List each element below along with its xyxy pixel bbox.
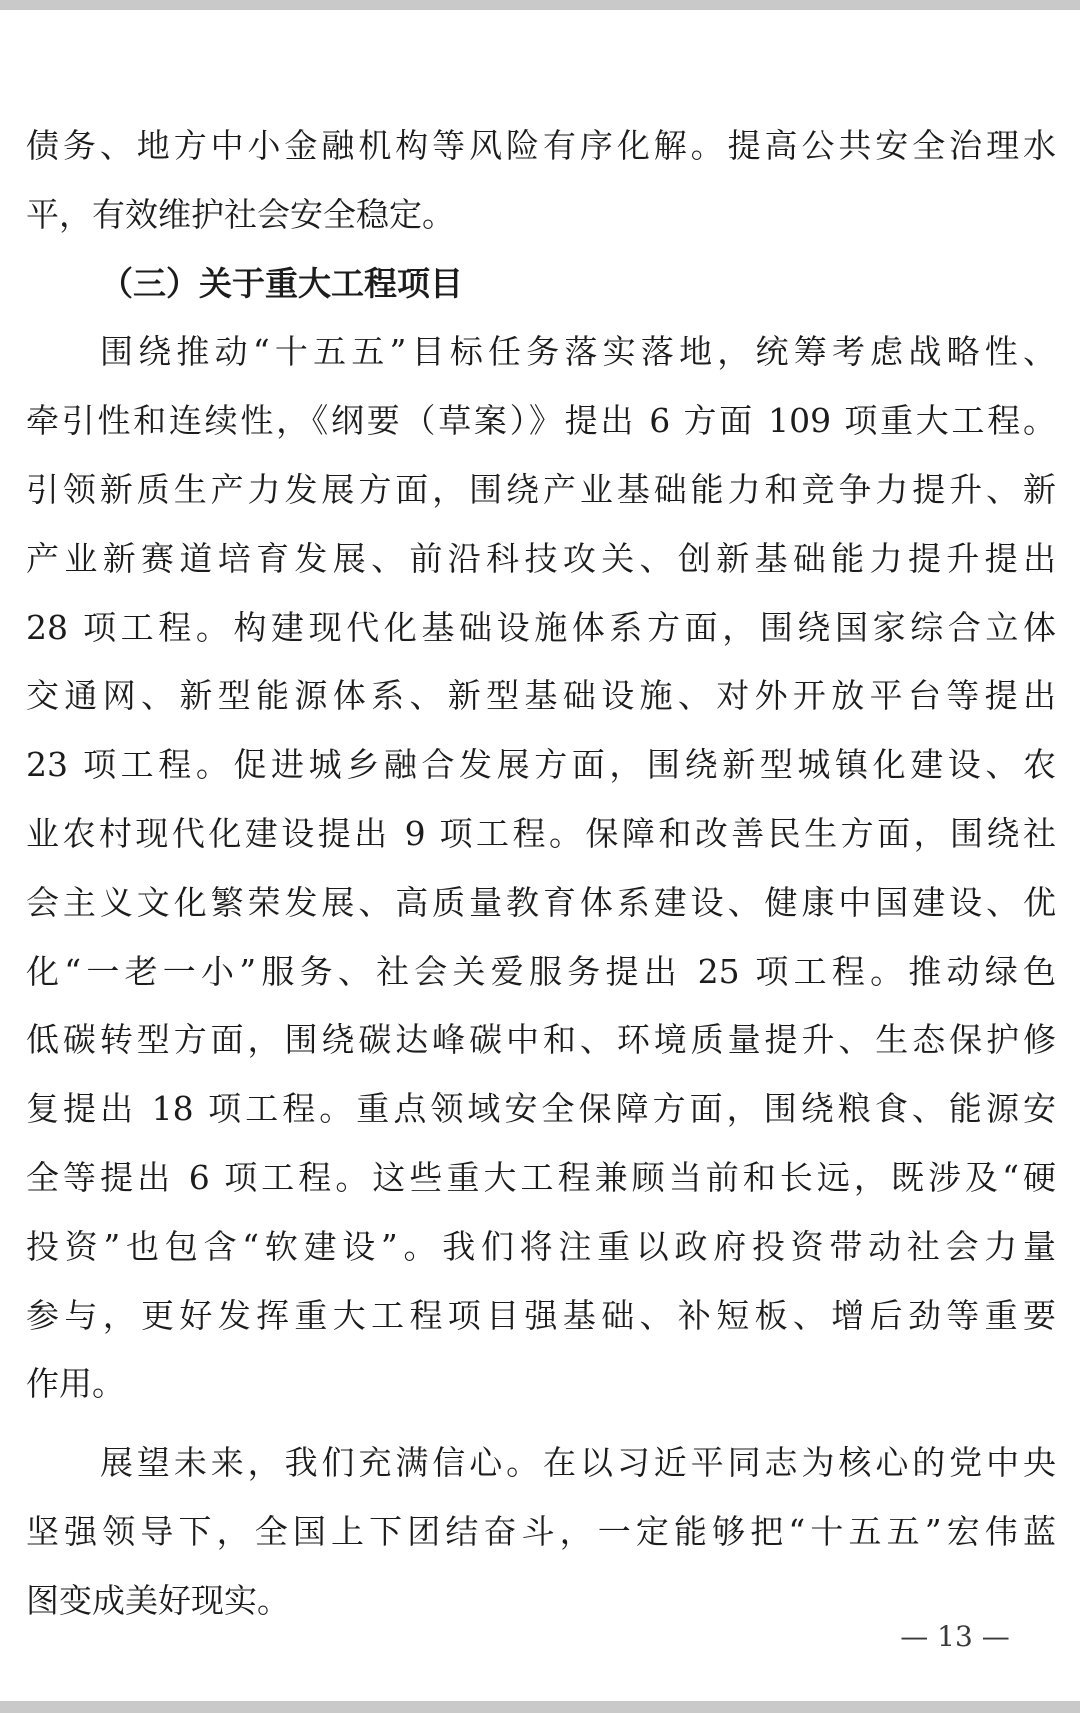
text-line: 产业新赛道培育发展、前沿科技攻关、创新基础能力提升提出 — [26, 538, 1056, 578]
paragraph-outlook — [26, 1429, 1056, 1635]
text-line: 展望未来，我们充满信心。在以习近平同志为核心的党中央 — [100, 1443, 1056, 1483]
heading-line: （三）关于重大工程项目 — [100, 263, 463, 303]
paragraph-gap — [26, 1419, 1056, 1429]
text-line: 低碳转型方面，围绕碳达峰碳中和、环境质量提升、生态保护修 — [26, 1020, 1056, 1060]
text-line: 坚强领导下，全国上下团结奋斗，一定能够把“十五五”宏伟蓝 — [26, 1511, 1056, 1551]
text-line: 债务、地方中小金融机构等风险有序化解。提高公共安全治理水 — [26, 126, 1056, 165]
text-line: 化“一老一小”服务、社会关爱服务提出 25 项工程。推动绿色 — [26, 951, 1056, 991]
text-line: 参与，更好发挥重大工程项目强基础、补短板、增后劲等重要 — [26, 1295, 1056, 1335]
bottom-edge-bar — [0, 1701, 1080, 1713]
text-line: 23 项工程。促进城乡融合发展方面，围绕新型城镇化建设、农 — [26, 745, 1056, 785]
text-line: 交通网、新型能源体系、新型基础设施、对外开放平台等提出 — [26, 676, 1056, 716]
text-line: 作用。 — [26, 1364, 125, 1404]
top-edge-bar — [0, 0, 1080, 10]
text-line: 全等提出 6 项工程。这些重大工程兼顾当前和长远，既涉及“硬 — [26, 1157, 1056, 1197]
paragraph-continuation — [26, 112, 1056, 250]
paragraph-major-projects — [26, 318, 1056, 1419]
text-line: 引领新质生产力发展方面，围绕产业基础能力和竞争力提升、新 — [26, 469, 1056, 509]
text-line: 投资”也包含“软建设”。我们将注重以政府投资带动社会力量 — [26, 1226, 1056, 1266]
document-page — [26, 112, 1056, 1636]
text-line: 复提出 18 项工程。重点领域安全保障方面，围绕粮食、能源安 — [26, 1089, 1056, 1129]
text-line: 图变成美好现实。 — [26, 1580, 290, 1620]
page-number: — 13 — — [900, 1620, 1010, 1653]
text-line: 围绕推动“十五五”目标任务落实落地，统筹考虑战略性、 — [100, 332, 1056, 372]
text-line: 28 项工程。构建现代化基础设施体系方面，围绕国家综合立体 — [26, 607, 1056, 647]
text-line: 业农村现代化建设提出 9 项工程。保障和改善民生方面，围绕社 — [26, 813, 1056, 853]
section-heading — [26, 250, 1056, 319]
text-line: 平，有效维护社会安全稳定。 — [26, 194, 455, 234]
text-line: 会主义文化繁荣发展、高质量教育体系建设、健康中国建设、优 — [26, 882, 1056, 922]
text-line: 牵引性和连续性，《纲要（草案）》提出 6 方面 109 项重大工程。 — [26, 401, 1056, 441]
